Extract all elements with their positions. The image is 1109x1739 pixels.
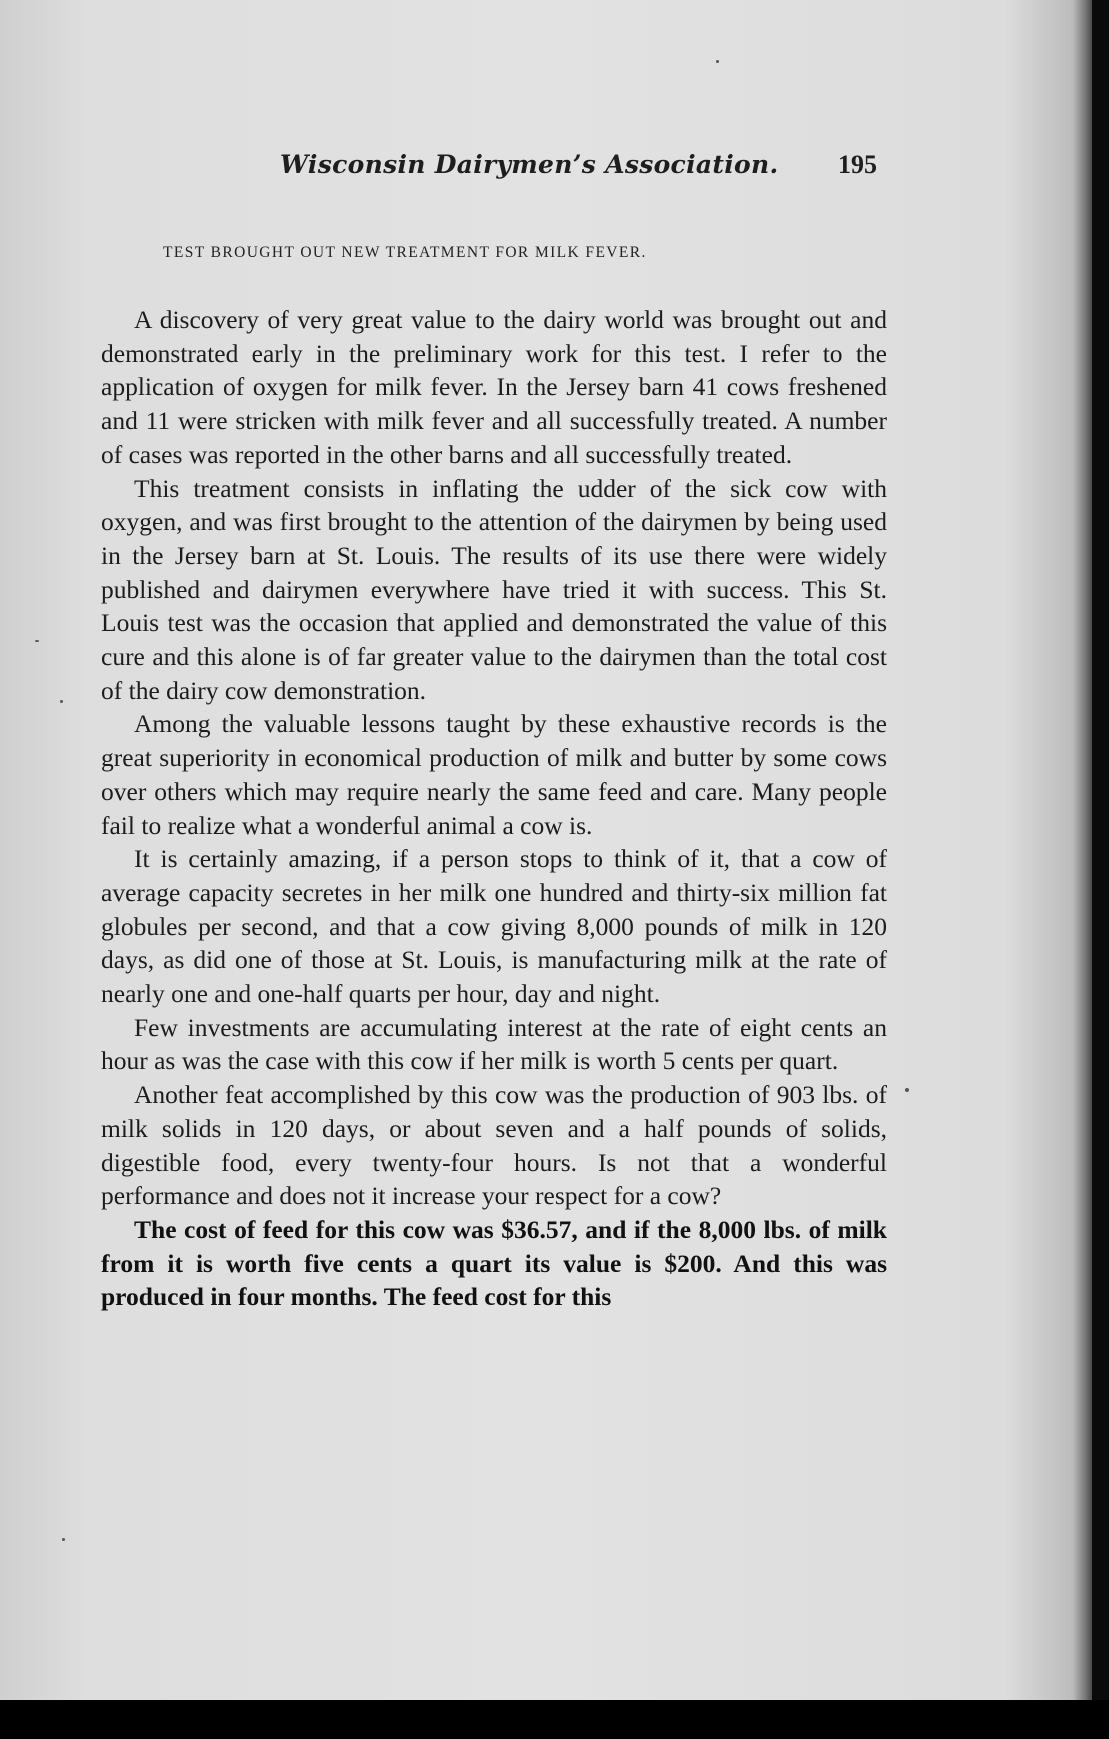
scan-speck bbox=[716, 60, 719, 63]
paragraph: A discovery of very great value to the dairy world was brought out and demonstrated early in the preliminary work for this test. I refer to the application of oxygen for milk fever. In the Jersey barn 41 cows freshened and 11 were stricken with milk fever and all successfully treated. A number of cases was reported in the other barns and all successfully treated. bbox=[101, 305, 887, 469]
paragraph: This treatment consists in inflating the udder of the sick cow with oxygen, and was first brought to the attention of the dairymen by being used in the Jersey barn at St. Louis. The results of its use there were widely published and dairymen everywhere have tried it with success. This St. Louis test was the occasion that applied and demonstrated the value of this cure and this alone is of far greater value to the dairymen than the total cost of the dairy cow demonstration. bbox=[101, 473, 887, 705]
scan-speck bbox=[905, 1088, 909, 1092]
paragraph: Another feat accomplished by this cow was the production of 903 lbs. of milk solids in 120 days, or about seven and a half pounds of solids, digestible food, every twenty-four hours. Is not that a wonderful performance and does not it increase your respect for a cow? bbox=[101, 1080, 887, 1211]
page-binding-edge bbox=[1074, 0, 1092, 1700]
scan-speck bbox=[35, 640, 39, 642]
section-heading: TEST BROUGHT OUT NEW TREATMENT FOR MILK FEVER. bbox=[163, 244, 647, 261]
scan-bottom-border bbox=[0, 1700, 1109, 1739]
paragraph: It is certainly amazing, if a person stops to think of it, that a cow of average capacity secretes in her milk one hundred and thirty-six million fat globules per second, and that a cow giving 8,000 pounds of milk in 120 days, as did one of those at St. Louis, is manufacturing milk at the rate of nearly one and one-half quarts per hour, day and night. bbox=[101, 844, 887, 1009]
scan-speck bbox=[60, 700, 63, 703]
page-number: 195 bbox=[838, 150, 877, 179]
paragraph: The cost of feed for this cow was $36.57, and if the 8,000 lbs. of milk from it is worth five cents a quart its value is $200. And this was produced in four months. The feed cost for this bbox=[101, 1214, 887, 1312]
body-text bbox=[101, 303, 887, 1314]
paragraph: Among the valuable lessons taught by these exhaustive records is the great superiority in economical production of milk and butter by some cows over others which may require nearly the same feed and care. Many people fail to realize what a wonderful animal a cow is. bbox=[101, 709, 887, 840]
paragraph: Few investments are accumulating interest at the rate of eight cents an hour as was the case with this cow if her milk is worth 5 cents per quart. bbox=[101, 1012, 887, 1076]
scan-speck bbox=[62, 1538, 65, 1541]
running-head: Wisconsin Dairymen’s Association. bbox=[280, 150, 779, 179]
